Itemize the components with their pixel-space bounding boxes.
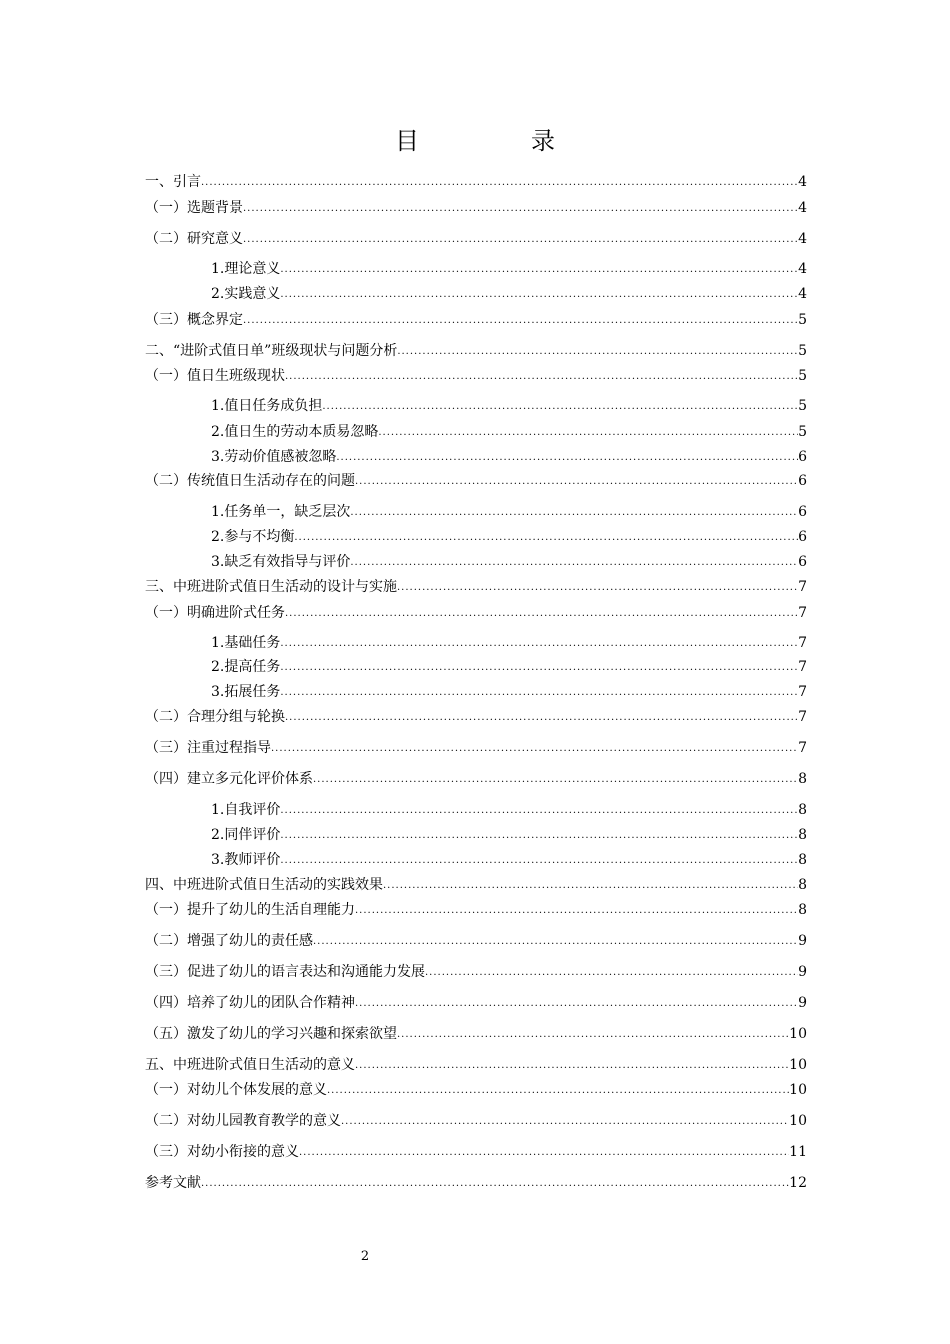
toc-entry[interactable] bbox=[211, 800, 807, 820]
toc-entry-label: （一）值日生班级现状 bbox=[145, 368, 285, 384]
toc-entry[interactable] bbox=[145, 310, 807, 330]
toc-entry-label: 2.实践意义 bbox=[211, 286, 281, 302]
toc-entry[interactable] bbox=[211, 284, 807, 304]
toc-entry-label: 1.任务单一，缺乏层次 bbox=[211, 504, 351, 520]
toc-entry-label: 五、中班进阶式值日生活动的意义 bbox=[145, 1057, 355, 1073]
toc-dot-leader bbox=[280, 803, 798, 820]
toc-entry-label: （三）概念界定 bbox=[145, 312, 243, 328]
toc-entry-page: 8 bbox=[798, 802, 807, 818]
toc-entry[interactable] bbox=[211, 259, 807, 279]
toc-entry-label: 3.教师评价 bbox=[211, 852, 281, 868]
toc-entry[interactable] bbox=[145, 1024, 807, 1044]
toc-entry-label: 3.劳动价值感被忽略 bbox=[211, 449, 337, 465]
toc-entry-page: 5 bbox=[798, 312, 807, 328]
toc-entry-page: 4 bbox=[798, 200, 807, 216]
toc-entry-label: （五）激发了幼儿的学习兴趣和探索欲望 bbox=[145, 1026, 397, 1042]
toc-entry-page: 5 bbox=[798, 398, 807, 414]
toc-dot-leader bbox=[280, 685, 798, 702]
toc-dot-leader bbox=[285, 710, 798, 727]
toc-entry[interactable] bbox=[145, 1080, 807, 1100]
toc-entry[interactable] bbox=[145, 229, 807, 249]
toc-dot-leader bbox=[397, 580, 798, 597]
toc-entry-page: 5 bbox=[798, 343, 807, 359]
toc-dot-leader bbox=[383, 878, 798, 895]
toc-entry[interactable] bbox=[145, 707, 807, 727]
toc-entry[interactable] bbox=[145, 993, 807, 1013]
toc-entry-label: （一）提升了幼儿的生活自理能力 bbox=[145, 902, 355, 918]
toc-entry[interactable] bbox=[145, 769, 807, 789]
toc-entry-page: 9 bbox=[798, 964, 807, 980]
toc-entry-page: 6 bbox=[798, 554, 807, 570]
toc-entry-label: （三）对幼小衔接的意义 bbox=[145, 1144, 299, 1160]
toc-entry-page: 7 bbox=[798, 740, 807, 756]
toc-dot-leader bbox=[322, 399, 798, 416]
toc-entry-label: 1.值日任务成负担 bbox=[211, 398, 323, 414]
toc-entry-page: 9 bbox=[798, 933, 807, 949]
toc-entry-page: 8 bbox=[798, 852, 807, 868]
toc-entry[interactable] bbox=[211, 552, 807, 572]
toc-entry-label: 三、中班进阶式值日生活动的设计与实施 bbox=[145, 579, 397, 595]
toc-entry[interactable] bbox=[211, 447, 807, 467]
toc-entry-label: （三）促进了幼儿的语言表达和沟通能力发展 bbox=[145, 964, 425, 980]
toc-entry-page: 8 bbox=[798, 827, 807, 843]
toc-dot-leader bbox=[299, 1145, 789, 1162]
toc-dot-leader bbox=[355, 474, 798, 491]
toc-dot-leader bbox=[285, 369, 798, 386]
toc-entry-label: 一、引言 bbox=[145, 174, 201, 190]
toc-entry[interactable] bbox=[211, 396, 807, 416]
toc-entry-label: （四）建立多元化评价体系 bbox=[145, 771, 313, 787]
toc-entry-page: 7 bbox=[798, 605, 807, 621]
toc-entry-page: 8 bbox=[798, 902, 807, 918]
toc-entry-page: 5 bbox=[798, 368, 807, 384]
toc-entry[interactable] bbox=[145, 1142, 807, 1162]
toc-entry[interactable] bbox=[145, 1055, 807, 1075]
toc-entry-label: （四）培养了幼儿的团队合作精神 bbox=[145, 995, 355, 1011]
toc-entry[interactable] bbox=[211, 657, 807, 677]
toc-entry[interactable] bbox=[145, 962, 807, 982]
toc-entry-label: 3.拓展任务 bbox=[211, 684, 281, 700]
toc-entry-page: 6 bbox=[798, 449, 807, 465]
toc-entry-label: （二）传统值日生活动存在的问题 bbox=[145, 473, 355, 489]
toc-entry-label: （一）选题背景 bbox=[145, 200, 243, 216]
toc-dot-leader bbox=[313, 772, 798, 789]
toc-entry-page: 7 bbox=[798, 635, 807, 651]
toc-entry-page: 10 bbox=[789, 1082, 807, 1098]
toc-entry-page: 8 bbox=[798, 877, 807, 893]
toc-entry-page: 7 bbox=[798, 659, 807, 675]
toc-entry[interactable] bbox=[145, 1173, 807, 1193]
toc-entry-page: 4 bbox=[798, 261, 807, 277]
toc-dot-leader bbox=[355, 1058, 789, 1075]
toc-entry-label: 1.基础任务 bbox=[211, 635, 281, 651]
toc-dot-leader bbox=[355, 903, 798, 920]
toc-entry[interactable] bbox=[145, 1111, 807, 1131]
toc-entry[interactable] bbox=[145, 172, 807, 192]
toc-dot-leader bbox=[327, 1083, 789, 1100]
toc-entry-page: 6 bbox=[798, 473, 807, 489]
toc-entry[interactable] bbox=[145, 738, 807, 758]
toc-entry-label: （二）合理分组与轮换 bbox=[145, 709, 285, 725]
toc-entry-page: 6 bbox=[798, 504, 807, 520]
toc-entry-label: 1.理论意义 bbox=[211, 261, 281, 277]
toc-dot-leader bbox=[355, 996, 798, 1013]
toc-dot-leader bbox=[378, 425, 798, 442]
toc-entry-label: 3.缺乏有效指导与评价 bbox=[211, 554, 351, 570]
toc-entry-page: 10 bbox=[789, 1113, 807, 1129]
toc-dot-leader bbox=[271, 741, 798, 758]
toc-dot-leader bbox=[425, 965, 798, 982]
toc-entry-page: 10 bbox=[789, 1057, 807, 1073]
toc-entry-label: 2.参与不均衡 bbox=[211, 529, 295, 545]
toc-dot-leader bbox=[336, 450, 798, 467]
toc-entry[interactable] bbox=[145, 603, 807, 623]
toc-dot-leader bbox=[201, 175, 798, 192]
toc-entry[interactable] bbox=[211, 422, 807, 442]
toc-entry[interactable] bbox=[211, 850, 807, 870]
toc-dot-leader bbox=[294, 530, 798, 547]
toc-entry-page: 5 bbox=[798, 424, 807, 440]
page-number: 2 bbox=[360, 1249, 370, 1264]
toc-entry-page: 4 bbox=[798, 231, 807, 247]
toc-entry-page: 7 bbox=[798, 579, 807, 595]
toc-entry-page: 4 bbox=[798, 286, 807, 302]
toc-entry[interactable] bbox=[145, 875, 807, 895]
toc-entry-label: 1.自我评价 bbox=[211, 802, 281, 818]
toc-dot-leader bbox=[201, 1176, 789, 1193]
toc-entry-page: 9 bbox=[798, 995, 807, 1011]
toc-entry-label: （二）对幼儿园教育教学的意义 bbox=[145, 1113, 341, 1129]
toc-entry[interactable] bbox=[211, 682, 807, 702]
toc-dot-leader bbox=[280, 262, 798, 279]
toc-entry[interactable] bbox=[211, 502, 807, 522]
toc-dot-leader bbox=[313, 934, 798, 951]
toc-entry[interactable] bbox=[145, 471, 807, 491]
toc-entry-label: （一）对幼儿个体发展的意义 bbox=[145, 1082, 327, 1098]
toc-dot-leader bbox=[280, 287, 798, 304]
toc-entry-page: 4 bbox=[798, 174, 807, 190]
toc-dot-leader bbox=[280, 853, 798, 870]
toc-entry[interactable] bbox=[211, 825, 807, 845]
toc-entry[interactable] bbox=[211, 527, 807, 547]
toc-dot-leader bbox=[280, 636, 798, 653]
toc-entry[interactable] bbox=[145, 198, 807, 218]
toc-entry-label: （一）明确进阶式任务 bbox=[145, 605, 285, 621]
toc-dot-leader bbox=[397, 344, 798, 361]
toc-dot-leader bbox=[243, 232, 798, 249]
toc-dot-leader bbox=[280, 828, 798, 845]
toc-entry-label: （二）研究意义 bbox=[145, 231, 243, 247]
toc-entry-page: 12 bbox=[789, 1175, 807, 1191]
toc-entry[interactable] bbox=[145, 341, 807, 361]
toc-entry-page: 6 bbox=[798, 529, 807, 545]
toc-dot-leader bbox=[397, 1027, 789, 1044]
toc-dot-leader bbox=[280, 660, 798, 677]
toc-dot-leader bbox=[243, 313, 798, 330]
toc-entry-page: 7 bbox=[798, 684, 807, 700]
toc-entry-label: 二、“进阶式值日单”班级现状与问题分析 bbox=[145, 343, 398, 359]
toc-entry-label: 参考文献 bbox=[145, 1175, 201, 1191]
toc-dot-leader bbox=[350, 505, 798, 522]
toc-dot-leader bbox=[243, 201, 798, 218]
toc-entry[interactable] bbox=[145, 900, 807, 920]
toc-entry-label: （三）注重过程指导 bbox=[145, 740, 271, 756]
toc-entry-label: 2.同伴评价 bbox=[211, 827, 281, 843]
toc-entry-page: 7 bbox=[798, 709, 807, 725]
toc-entry-label: 2.提高任务 bbox=[211, 659, 281, 675]
toc-entry-page: 11 bbox=[789, 1144, 807, 1160]
toc-entry-page: 10 bbox=[789, 1026, 807, 1042]
toc-entry[interactable] bbox=[145, 931, 807, 951]
toc-dot-leader bbox=[285, 606, 798, 623]
toc-entry[interactable] bbox=[145, 577, 807, 597]
toc-entry-label: 四、中班进阶式值日生活动的实践效果 bbox=[145, 877, 383, 893]
toc-dot-leader bbox=[350, 555, 798, 572]
toc-entry-page: 8 bbox=[798, 771, 807, 787]
toc-entry[interactable] bbox=[211, 633, 807, 653]
page-title: 目 录 bbox=[395, 127, 599, 155]
toc-entry-label: 2.值日生的劳动本质易忽略 bbox=[211, 424, 379, 440]
toc-entry[interactable] bbox=[145, 366, 807, 386]
toc-entry-label: （二）增强了幼儿的责任感 bbox=[145, 933, 313, 949]
toc-dot-leader bbox=[341, 1114, 789, 1131]
